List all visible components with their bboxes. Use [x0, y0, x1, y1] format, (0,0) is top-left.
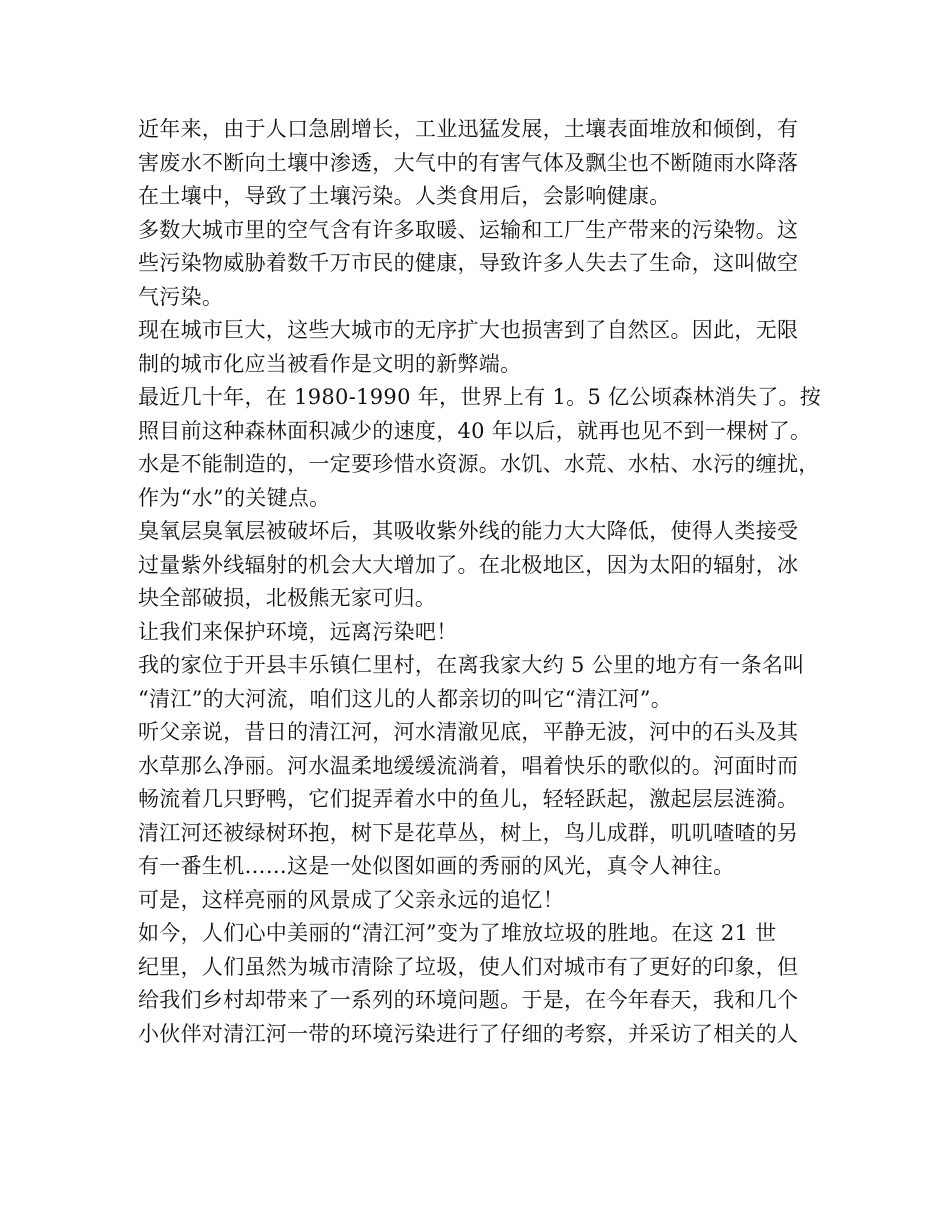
text-line: 块全部破损，北极熊无家可归。	[138, 586, 437, 610]
text-line: 最近几十年，在 1980-1990 年，世界上有 1。5 亿公顷森林消失了。按	[138, 385, 822, 409]
document-page	[138, 113, 822, 1051]
text-line: 照目前这种森林面积减少的速度，40 年以后，就再也见不到一棵树了。	[138, 418, 812, 443]
text-line: “清江”的大河流，咱们这儿的人都亲切的叫它“清江河”。	[138, 686, 673, 711]
text-line: 给我们乡村却带来了一系列的环境问题。于是，在今年春天，我和几个	[138, 988, 799, 1012]
text-line: 如今，人们心中美丽的“清江河”变为了堆放垃圾的胜地。在这 21 世	[138, 921, 777, 945]
text-line: 多数大城市里的空气含有许多取暖、运输和工厂生产带来的污染物。这	[138, 217, 799, 242]
text-line: 制的城市化应当被看作是文明的新弊端。	[138, 351, 522, 376]
text-line: 近年来，由于人口急剧增长，工业迅猛发展，土壤表面堆放和倾倒，有	[138, 117, 799, 141]
text-line: 水是不能制造的，一定要珍惜水资源。水饥、水荒、水枯、水污的缠扰，	[138, 452, 820, 476]
text-line: 可是，这样亮丽的风景成了父亲永远的追忆！	[138, 887, 564, 912]
text-line: 些污染物威胁着数千万市民的健康，导致许多人失去了生命，这叫做空	[138, 251, 799, 275]
text-line: 水草那么净丽。河水温柔地缓缓流淌着，唱着快乐的歌似的。河面时而	[138, 753, 799, 778]
text-line: 畅流着几只野鸭，它们捉弄着水中的鱼儿，轻轻跃起，激起层层涟漪。	[138, 787, 799, 811]
text-line: 让我们来保护环境，远离污染吧！	[138, 619, 458, 644]
text-line: 纪里，人们虽然为城市清除了垃圾，使人们对城市有了更好的印象，但	[138, 954, 799, 979]
text-line: 害废水不断向土壤中渗透，大气中的有害气体及飘尘也不断随雨水降落	[138, 150, 799, 175]
text-line: 我的家位于开县丰乐镇仁里村，在离我家大约 5 公里的地方有一条名叫	[138, 653, 805, 677]
text-line: 气污染。	[138, 284, 224, 309]
text-line: 听父亲说，昔日的清江河，河水清澈见底，平静无波，河中的石头及其	[138, 720, 799, 744]
text-line: 有一番生机……这是一处似图如画的秀丽的风光，真令人神往。	[138, 854, 735, 878]
text-line: 现在城市巨大，这些大城市的无序扩大也损害到了自然区。因此，无限	[138, 318, 799, 342]
text-line: 过量紫外线辐射的机会大大增加了。在北极地区，因为太阳的辐射，冰	[138, 552, 799, 577]
text-line: 在土壤中，导致了土壤污染。人类食用后，会影响健康。	[138, 184, 671, 208]
text-line: 作为“水”的关键点。	[138, 485, 331, 510]
text-line: 清江河还被绿树环抱，树下是花草丛，树上，鸟儿成群，叽叽喳喳的另	[138, 820, 799, 845]
text-line: 臭氧层臭氧层被破坏后，其吸收紫外线的能力大大降低，使得人类接受	[138, 519, 799, 543]
text-line: 小伙伴对清江河一带的环境污染进行了仔细的考察，并采访了相关的人	[138, 1021, 799, 1046]
